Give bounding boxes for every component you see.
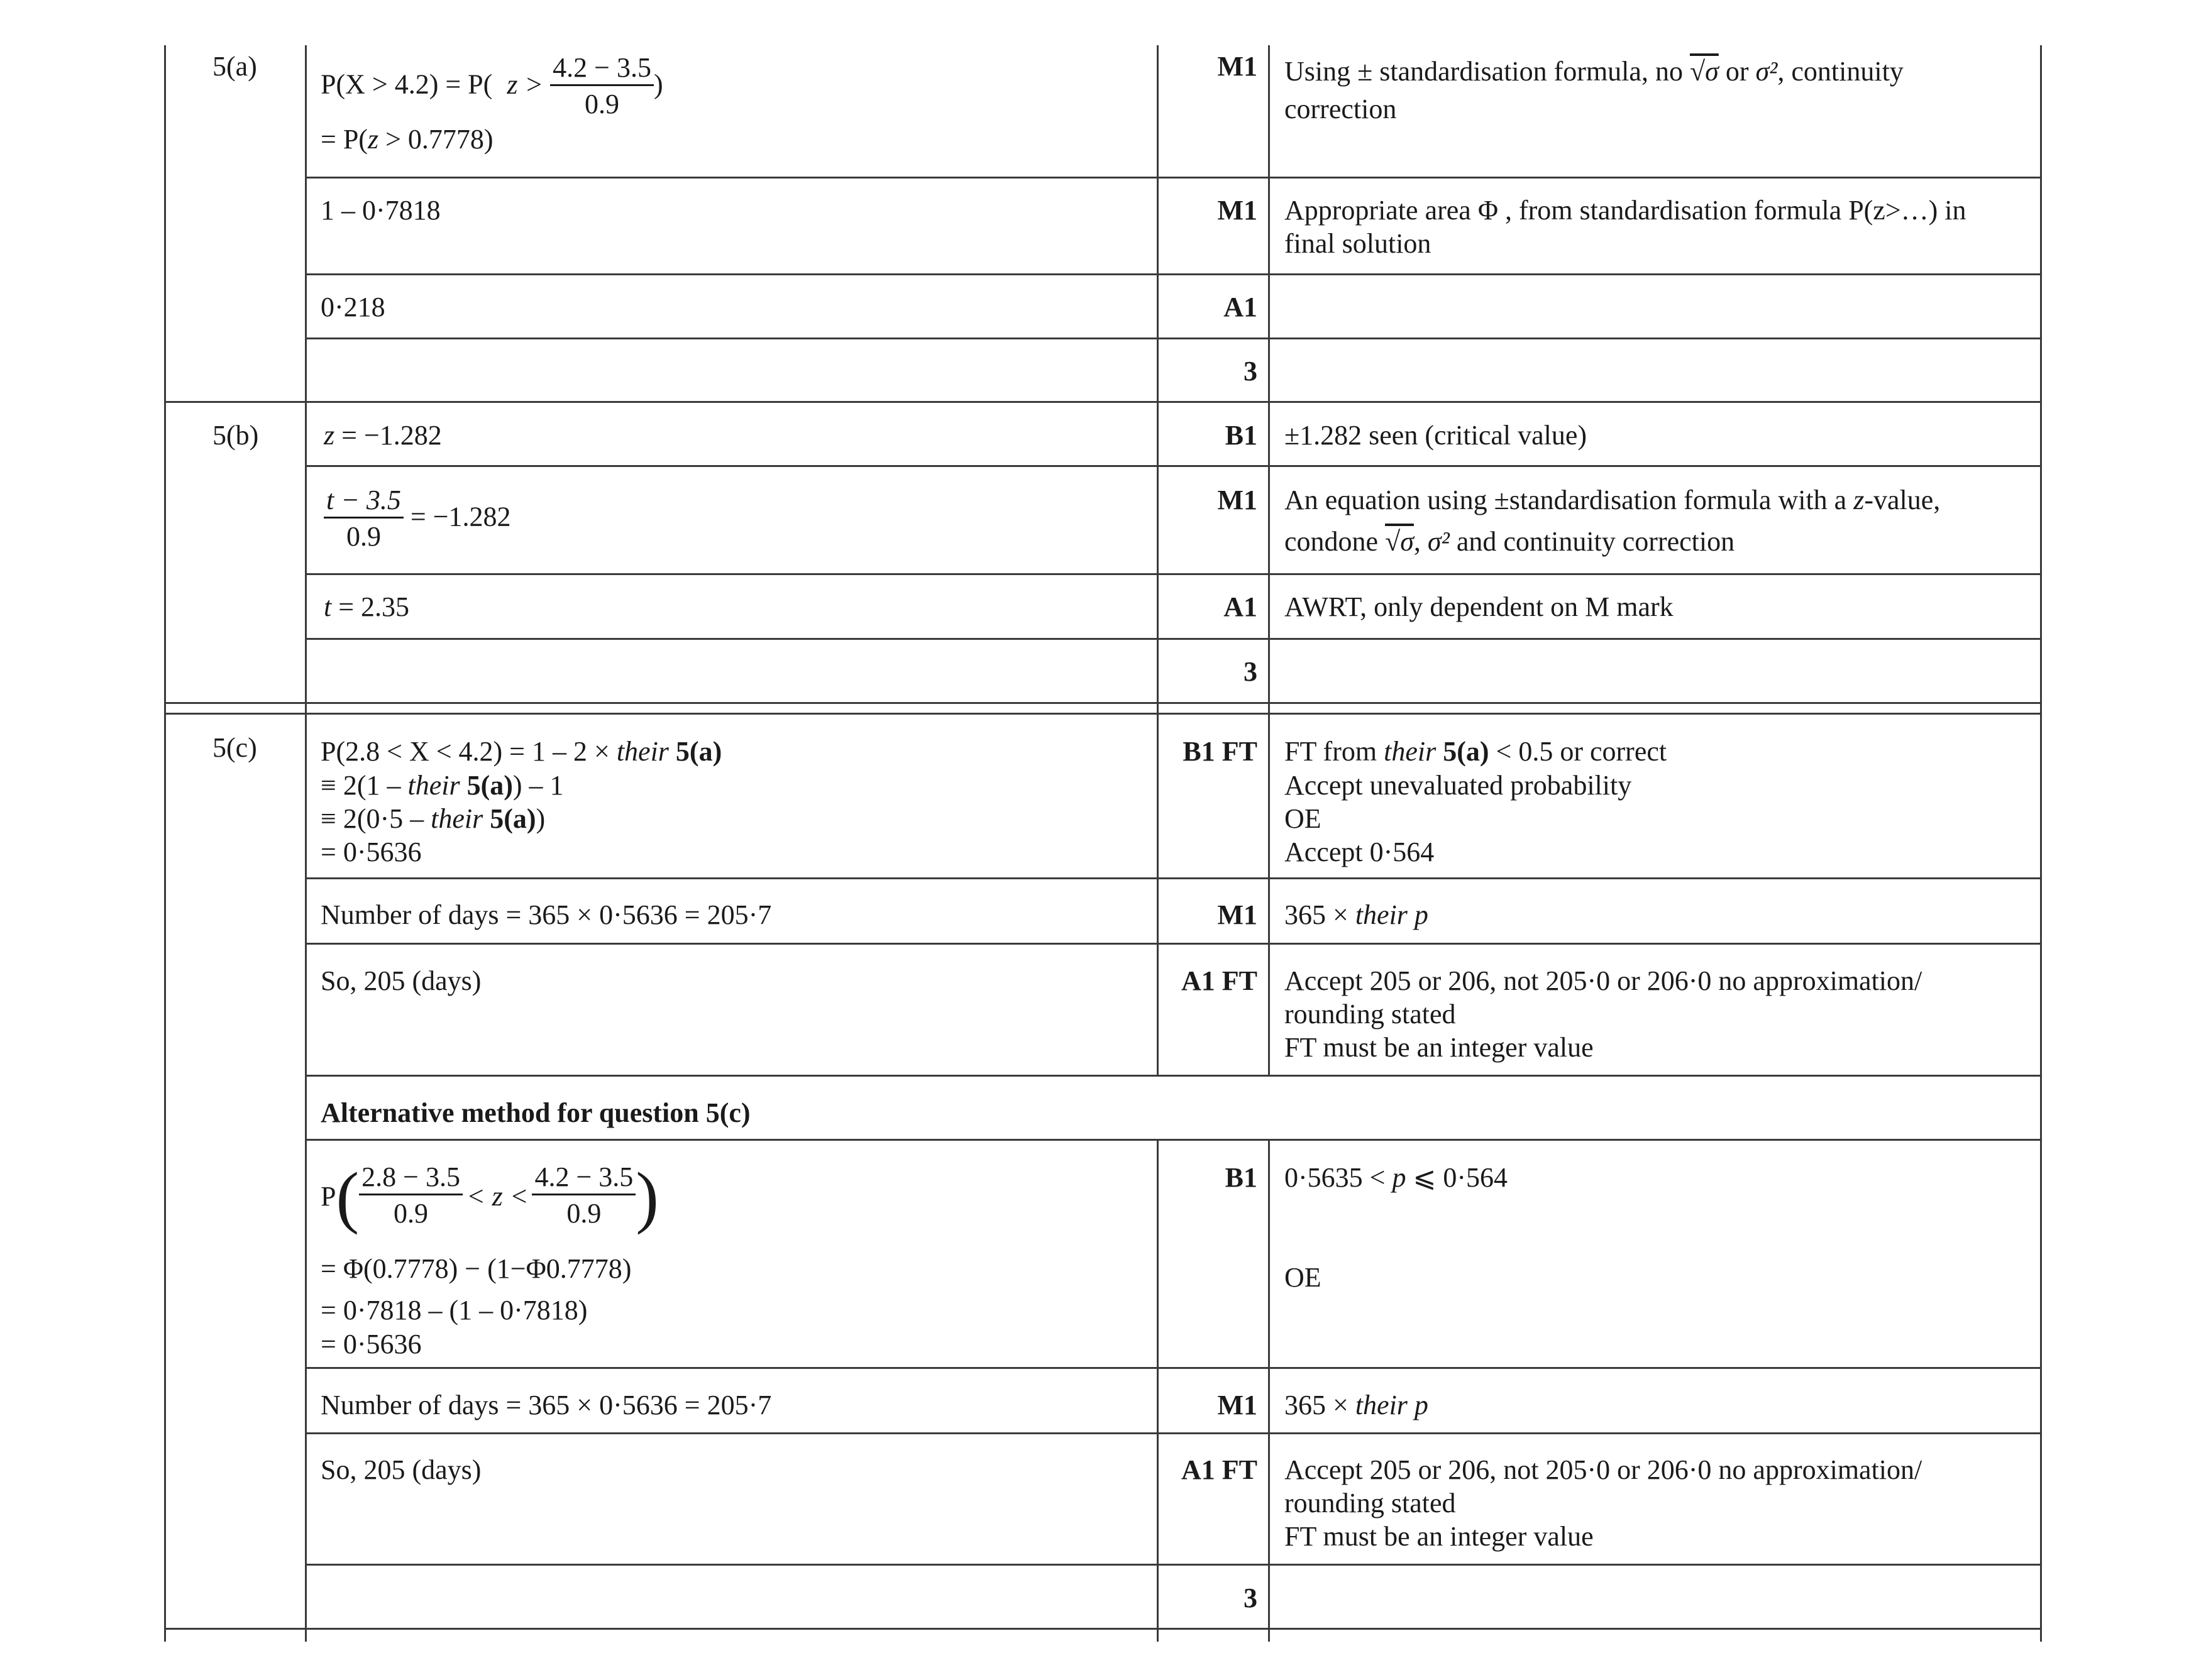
- guidance-text: z: [1853, 485, 1865, 515]
- guidance-text: p: [1392, 1162, 1406, 1193]
- fraction-denominator: 0.9: [324, 517, 404, 555]
- answer-text: P(X > 4.2) = P(: [321, 69, 493, 100]
- answer-text: z >: [507, 69, 544, 100]
- section-divider: [164, 702, 2042, 704]
- guidance-5c-3-l2: rounding stated: [1284, 999, 1456, 1029]
- answer-5b-3: [324, 591, 409, 623]
- answer-column-border: [305, 45, 307, 1642]
- row-divider: [305, 1432, 2042, 1434]
- alt-answer-1-l3: = 0·7818 – (1 – 0·7818): [321, 1295, 588, 1326]
- guidance-5a-2: Appropriate area Φ , from standardisation formula P(z>…) in: [1284, 195, 1966, 226]
- mark: M1: [1217, 899, 1257, 930]
- question-label: 5(b): [212, 420, 259, 451]
- guidance-5b-1: ±1.282 seen (critical value): [1284, 420, 1587, 451]
- answer-text: their: [431, 803, 483, 834]
- row-divider: [305, 465, 2042, 467]
- answer-text: P(2.8 < X < 4.2) = 1 – 2 ×: [321, 736, 617, 767]
- answer-text: = 2.35: [331, 591, 410, 622]
- answer-text: ≡ 2(0·5 –: [321, 803, 431, 834]
- guidance-5b-2b: [1284, 525, 1734, 558]
- answer-text: ): [653, 69, 663, 100]
- row-divider: [305, 943, 2042, 945]
- answer-text: > 0.7778): [378, 124, 494, 155]
- alt-guidance-1: [1284, 1161, 1508, 1194]
- answer-5a-2: 1 – 0·7818: [321, 195, 441, 226]
- guidance-text: ,: [1413, 526, 1428, 557]
- alt-guidance-3-l3: FT must be an integer value: [1284, 1521, 1594, 1552]
- mark: A1 FT: [1181, 1454, 1257, 1485]
- alt-guidance-2: [1284, 1389, 1428, 1422]
- row-divider: [305, 1367, 2042, 1369]
- mark: A1: [1223, 292, 1257, 322]
- heading-text: Alternative method for question 5(c): [321, 1097, 751, 1128]
- guidance-5c-2: [1284, 899, 1428, 931]
- table-border-left: [164, 45, 166, 1642]
- answer-text: ≡ 2(1 –: [321, 770, 408, 801]
- guidance-text: 365 ×: [1284, 1390, 1355, 1420]
- guidance-5c-1-l4: Accept 0·564: [1284, 837, 1435, 867]
- answer-text: < z <: [466, 1180, 529, 1212]
- row-divider: [305, 338, 2042, 339]
- answer-5c-1-l2: [321, 769, 564, 802]
- answer-5c-2: Number of days = 365 × 0·5636 = 205·7: [321, 899, 772, 930]
- mark: A1: [1223, 591, 1257, 622]
- fraction-denominator: 0.9: [532, 1194, 636, 1232]
- answer-text: P: [321, 1180, 336, 1212]
- total-mark: 3: [1244, 356, 1257, 387]
- fraction-numerator: 4.2 − 3.5: [534, 1161, 634, 1193]
- answer-text: their: [407, 770, 460, 801]
- answer-5a-3: 0·218: [321, 292, 385, 322]
- row-divider: [305, 1564, 2042, 1566]
- table-border-right: [2040, 45, 2042, 1642]
- row-divider: [305, 573, 2042, 575]
- answer-5a-line2: [321, 123, 494, 156]
- guidance-5c-1-l3: OE: [1284, 803, 1321, 834]
- alt-answer-1-l2: = Φ(0.7778) − (1−Φ0.7778): [321, 1253, 632, 1284]
- alternative-method-heading: [321, 1097, 751, 1129]
- marks-column-left-border: [1157, 45, 1159, 1076]
- answer-5c-1-l3: [321, 803, 545, 835]
- sqrt-sigma: √σ: [1689, 56, 1719, 87]
- fraction-numerator: 4.2 − 3.5: [553, 52, 651, 83]
- answer-text: their: [616, 736, 669, 767]
- guidance-text: -value,: [1864, 485, 1941, 515]
- fraction-numerator: t − 3.5: [326, 485, 401, 515]
- answer-5c-1-l1: [321, 735, 722, 768]
- guidance-5c-3-l3: FT must be an integer value: [1284, 1032, 1594, 1063]
- fraction: [532, 1161, 636, 1232]
- fraction-denominator: 0.9: [550, 84, 654, 123]
- answer-text: 5(a): [460, 770, 513, 801]
- guidance-5b-3: AWRT, only dependent on M mark: [1284, 591, 1674, 622]
- alt-guidance-3-l2: rounding stated: [1284, 1488, 1456, 1518]
- fraction-denominator: 0.9: [359, 1194, 463, 1232]
- mark: B1: [1225, 1162, 1257, 1193]
- row-divider: [305, 177, 2042, 178]
- guidance-5a-1: [1284, 55, 1904, 88]
- mark: A1 FT: [1181, 965, 1257, 996]
- guidance-text: their p: [1355, 1390, 1428, 1420]
- guidance-text: their p: [1355, 899, 1428, 930]
- answer-text: = −1.282: [334, 420, 442, 451]
- alt-guidance-1-oe: OE: [1284, 1262, 1321, 1293]
- guidance-text: An equation using ±standardisation formula with a: [1284, 485, 1854, 515]
- alt-answer-1-l4: = 0·5636: [321, 1329, 422, 1359]
- right-paren: ): [636, 1158, 659, 1235]
- row-divider: [305, 638, 2042, 640]
- row-divider: [305, 1139, 2042, 1141]
- guidance-text: FT from: [1284, 736, 1384, 767]
- guidance-text: their: [1384, 736, 1437, 767]
- sigma-squared: σ²: [1755, 56, 1778, 87]
- sqrt-sigma: √σ: [1385, 526, 1414, 557]
- total-mark: 3: [1244, 656, 1257, 687]
- answer-text: z: [324, 420, 335, 451]
- guidance-text: 5(a): [1436, 736, 1489, 767]
- left-paren: (: [336, 1158, 360, 1235]
- question-label: 5(c): [212, 732, 257, 763]
- guidance-text: or: [1718, 56, 1756, 87]
- guidance-text: ⩽ 0·564: [1406, 1162, 1508, 1193]
- answer-text: t: [324, 591, 332, 622]
- answer-5b-2: [324, 484, 511, 555]
- guidance-5c-1-l2: Accept unevaluated probability: [1284, 770, 1632, 801]
- guidance-text: 365 ×: [1284, 899, 1355, 930]
- mark: B1 FT: [1183, 736, 1257, 767]
- fraction-numerator: 2.8 − 3.5: [361, 1161, 460, 1193]
- answer-5c-3: So, 205 (days): [321, 965, 482, 996]
- row-divider: [305, 273, 2042, 275]
- alt-answer-3: So, 205 (days): [321, 1454, 482, 1485]
- section-divider-double: [164, 713, 2042, 715]
- fraction: [359, 1161, 463, 1232]
- guidance-text: 0·5635 <: [1284, 1162, 1393, 1193]
- answer-text: z: [367, 124, 379, 155]
- question-label: 5(a): [212, 51, 257, 82]
- alt-answer-2: Number of days = 365 × 0·5636 = 205·7: [321, 1390, 772, 1420]
- guidance-5a-1b: correction: [1284, 94, 1397, 124]
- guidance-5a-2b: final solution: [1284, 228, 1431, 259]
- answer-text: = −1.282: [410, 501, 511, 532]
- mark: B1: [1225, 420, 1257, 451]
- answer-text: ): [536, 803, 546, 834]
- fraction: [324, 484, 404, 555]
- guidance-text: condone: [1284, 526, 1386, 557]
- marks-column-right-border-alt: [1268, 1140, 1270, 1642]
- row-divider: [305, 877, 2042, 879]
- mark: M1: [1217, 51, 1257, 82]
- total-mark: 3: [1244, 1583, 1257, 1613]
- fraction: [550, 52, 654, 123]
- answer-text: 5(a): [483, 803, 536, 834]
- answer-5c-1-l4: = 0·5636: [321, 837, 422, 867]
- guidance-text: , continuity: [1777, 56, 1904, 87]
- answer-5b-1: [324, 419, 442, 452]
- section-divider: [164, 401, 2042, 403]
- guidance-text: < 0.5 or correct: [1489, 736, 1667, 767]
- mark: M1: [1217, 485, 1257, 515]
- sigma-squared: σ²: [1427, 526, 1450, 557]
- guidance-text: Using ± standardisation formula, no: [1284, 56, 1690, 87]
- marks-column-left-border-alt: [1157, 1140, 1159, 1642]
- alt-guidance-3-l1: Accept 205 or 206, not 205·0 or 206·0 no approximation/: [1284, 1454, 1922, 1485]
- alt-answer-1-l1: [321, 1158, 659, 1235]
- mark: M1: [1217, 195, 1257, 226]
- answer-text: = P(: [321, 124, 368, 155]
- table-border-bottom: [164, 1628, 2042, 1630]
- guidance-5c-3-l1: Accept 205 or 206, not 205·0 or 206·0 no approximation/: [1284, 965, 1922, 996]
- guidance-5c-1-l1: [1284, 735, 1667, 768]
- answer-text: 5(a): [668, 736, 722, 767]
- answer-text: ) – 1: [512, 770, 564, 801]
- marks-column-right-border: [1268, 45, 1270, 1076]
- mark: M1: [1217, 1390, 1257, 1420]
- row-divider: [305, 1075, 2042, 1077]
- guidance-5b-2: [1284, 484, 1940, 517]
- guidance-text: and continuity correction: [1449, 526, 1735, 557]
- answer-5a-line1: [321, 52, 663, 123]
